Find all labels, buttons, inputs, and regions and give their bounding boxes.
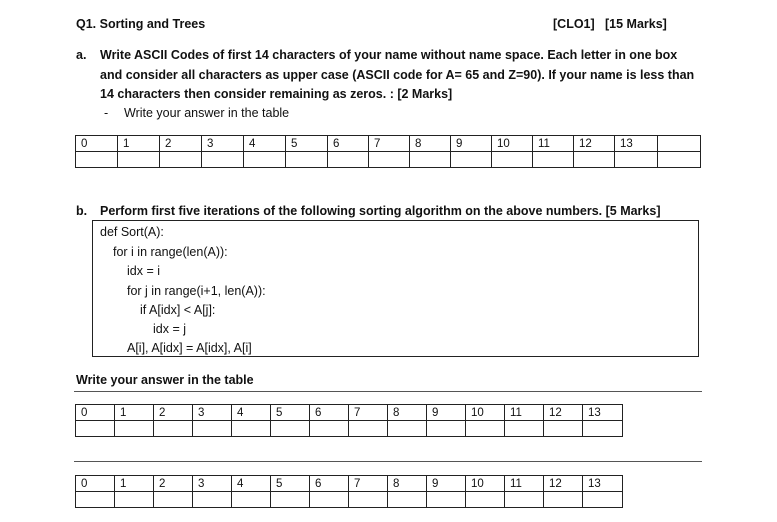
answer-cell[interactable]	[505, 421, 544, 437]
answer-cell[interactable]	[466, 421, 505, 437]
answer-cell[interactable]	[328, 152, 369, 168]
table-header-cell: 0	[76, 405, 115, 421]
table-header-cell: 2	[160, 136, 202, 152]
table-header-cell: 9	[427, 405, 466, 421]
table-header-cell: 5	[286, 136, 328, 152]
answer-cell[interactable]	[583, 421, 623, 437]
divider-line	[74, 391, 702, 392]
answer-cell[interactable]	[349, 421, 388, 437]
table-header-cell: 1	[115, 405, 154, 421]
answer-cell[interactable]	[154, 421, 193, 437]
table-header-cell: 12	[544, 405, 583, 421]
answer-cell[interactable]	[160, 152, 202, 168]
code-line-6: idx = j	[153, 322, 187, 336]
part-b-text: Perform first five iterations of the following sorting algorithm on the above numbers. [5 Marks]	[100, 204, 661, 218]
table-header-cell: 0	[76, 476, 115, 492]
table-header-cell: 3	[193, 476, 232, 492]
part-a-instruction: Write your answer in the table	[124, 106, 290, 120]
iteration-table-1	[75, 404, 623, 437]
table-answer-row[interactable]	[76, 152, 701, 168]
answer-cell[interactable]	[76, 152, 118, 168]
code-line-7: A[i], A[idx] = A[idx], A[i]	[127, 341, 252, 355]
table-header-cell: 8	[388, 476, 427, 492]
code-line-5: if A[idx] < A[j]:	[140, 303, 216, 317]
answer-cell[interactable]	[505, 492, 544, 508]
answer-cell[interactable]	[410, 152, 451, 168]
table-header-cell: 2	[154, 405, 193, 421]
table-header-row	[76, 405, 623, 421]
table-header-cell: 9	[451, 136, 492, 152]
table-header-cell: 3	[202, 136, 244, 152]
answer-cell[interactable]	[583, 492, 623, 508]
table-header-cell	[658, 136, 701, 152]
table-header-cell: 4	[244, 136, 286, 152]
table-header-cell: 13	[583, 405, 623, 421]
part-b-answer-label: Write your answer in the table	[76, 373, 254, 387]
answer-cell[interactable]	[544, 492, 583, 508]
iteration-table-2	[75, 475, 623, 508]
table-header-cell: 4	[232, 476, 271, 492]
table-header-row	[76, 136, 701, 152]
answer-cell[interactable]	[271, 421, 310, 437]
table-answer-row[interactable]	[76, 492, 623, 508]
question-title: Q1. Sorting and Trees	[76, 17, 206, 31]
answer-cell[interactable]	[574, 152, 615, 168]
answer-cell[interactable]	[115, 492, 154, 508]
part-a-label: a.	[76, 48, 87, 62]
answer-cell[interactable]	[388, 421, 427, 437]
code-line-4: for j in range(i+1, len(A)):	[127, 284, 266, 298]
answer-cell[interactable]	[76, 492, 115, 508]
table-header-cell: 7	[349, 405, 388, 421]
bullet-dash: -	[104, 106, 109, 120]
answer-cell[interactable]	[115, 421, 154, 437]
table-header-cell: 6	[310, 476, 349, 492]
answer-cell[interactable]	[232, 492, 271, 508]
part-a-text-line-3: 14 characters then consider remaining as zeros. : [2 Marks]	[100, 87, 453, 101]
answer-cell[interactable]	[544, 421, 583, 437]
table-header-cell: 3	[193, 405, 232, 421]
answer-cell[interactable]	[271, 492, 310, 508]
table-header-cell: 6	[310, 405, 349, 421]
table-header-cell: 11	[533, 136, 574, 152]
total-marks: [15 Marks]	[605, 17, 667, 31]
answer-cell[interactable]	[492, 152, 533, 168]
table-header-cell: 11	[505, 476, 544, 492]
name-ascii-table	[75, 135, 701, 168]
table-header-cell: 7	[349, 476, 388, 492]
answer-cell[interactable]	[427, 421, 466, 437]
answer-cell[interactable]	[193, 492, 232, 508]
answer-cell[interactable]	[349, 492, 388, 508]
code-line-3: idx = i	[127, 264, 161, 278]
answer-cell[interactable]	[466, 492, 505, 508]
table-header-cell: 13	[615, 136, 658, 152]
answer-cell[interactable]	[310, 421, 349, 437]
table-header-row	[76, 476, 623, 492]
table-header-cell: 1	[115, 476, 154, 492]
clo-tag: [CLO1]	[553, 17, 595, 31]
table-header-cell: 10	[466, 405, 505, 421]
table-header-cell: 7	[369, 136, 410, 152]
code-line-2: for i in range(len(A)):	[113, 245, 228, 259]
table-header-cell: 9	[427, 476, 466, 492]
code-line-1: def Sort(A):	[100, 225, 164, 239]
part-a-text-line-1: Write ASCII Codes of first 14 characters of your name without name space. Each letter in one box	[100, 48, 678, 62]
answer-cell[interactable]	[202, 152, 244, 168]
table-header-cell: 1	[118, 136, 160, 152]
table-header-cell: 2	[154, 476, 193, 492]
table-header-cell: 0	[76, 136, 118, 152]
answer-cell[interactable]	[286, 152, 328, 168]
answer-cell[interactable]	[193, 421, 232, 437]
answer-cell[interactable]	[427, 492, 466, 508]
divider-line	[74, 461, 702, 462]
table-header-cell: 4	[232, 405, 271, 421]
answer-cell[interactable]	[310, 492, 349, 508]
answer-cell[interactable]	[388, 492, 427, 508]
table-header-cell: 8	[410, 136, 451, 152]
answer-cell[interactable]	[533, 152, 574, 168]
table-header-cell: 13	[583, 476, 623, 492]
table-header-cell: 11	[505, 405, 544, 421]
answer-cell[interactable]	[658, 152, 701, 168]
table-header-cell: 6	[328, 136, 369, 152]
table-header-cell: 5	[271, 476, 310, 492]
answer-cell[interactable]	[451, 152, 492, 168]
answer-cell[interactable]	[369, 152, 410, 168]
answer-cell[interactable]	[615, 152, 658, 168]
table-header-cell: 10	[466, 476, 505, 492]
table-header-cell: 12	[544, 476, 583, 492]
answer-cell[interactable]	[244, 152, 286, 168]
answer-cell[interactable]	[154, 492, 193, 508]
answer-cell[interactable]	[76, 421, 115, 437]
table-answer-row[interactable]	[76, 421, 623, 437]
table-header-cell: 5	[271, 405, 310, 421]
table-header-cell: 8	[388, 405, 427, 421]
part-a-text-line-2: and consider all characters as upper case (ASCII code for A= 65 and Z=90). If your name is less than	[100, 68, 695, 82]
part-b-label: b.	[76, 204, 88, 218]
answer-cell[interactable]	[232, 421, 271, 437]
table-header-cell: 10	[492, 136, 533, 152]
answer-cell[interactable]	[118, 152, 160, 168]
table-header-cell: 12	[574, 136, 615, 152]
